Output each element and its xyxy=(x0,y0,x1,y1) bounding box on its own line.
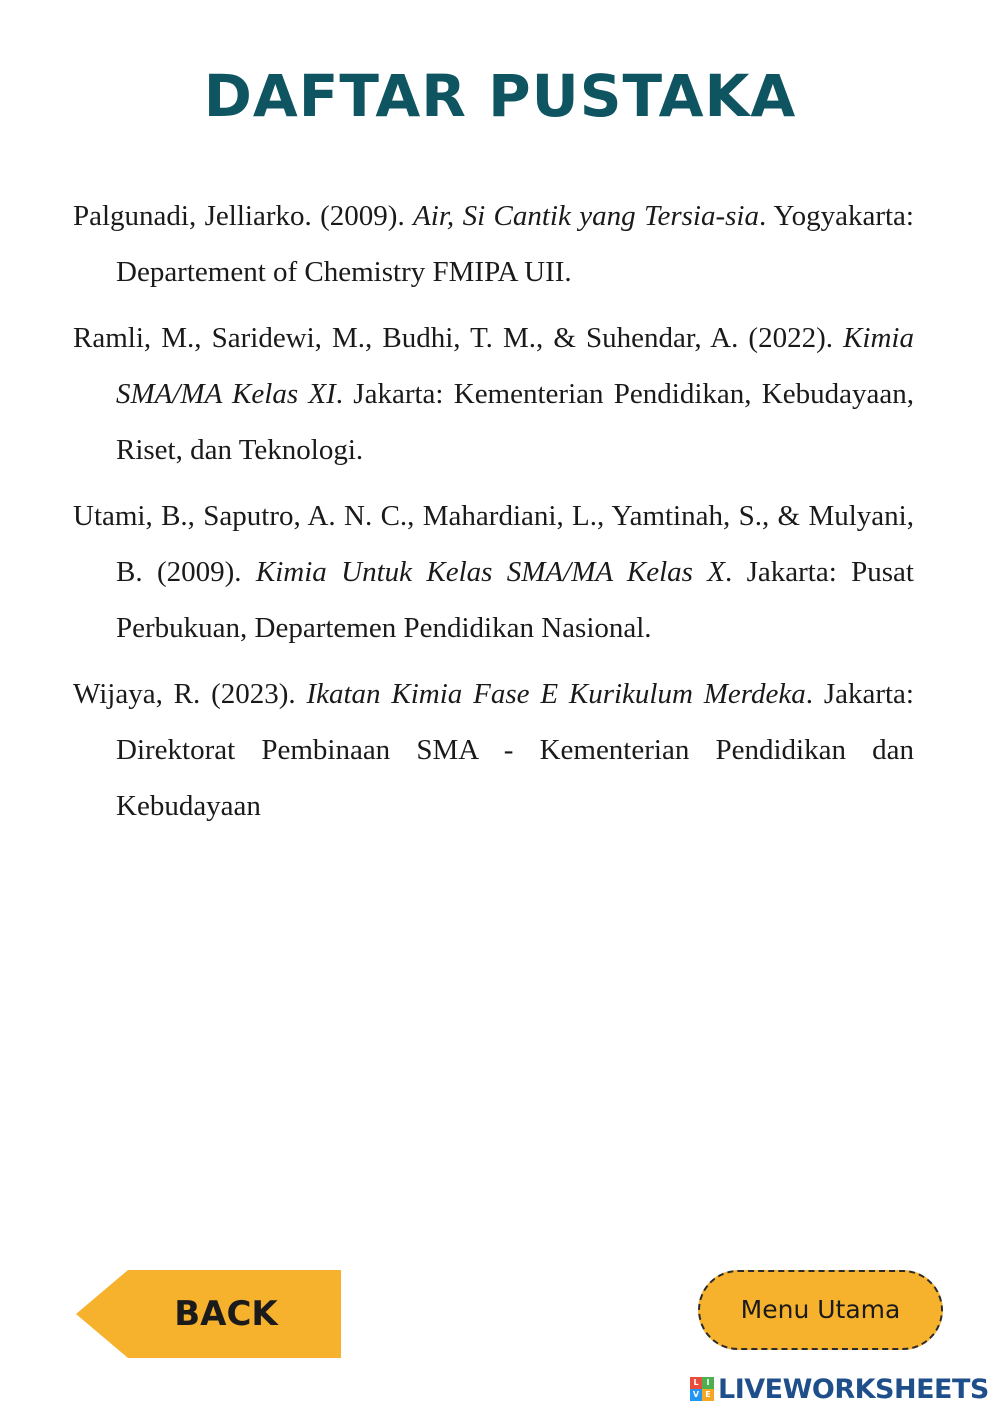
logo-letter: L xyxy=(690,1377,702,1389)
menu-button-label: Menu Utama xyxy=(740,1295,901,1324)
reference-title: Kimia Untuk Kelas SMA/MA Kelas X xyxy=(255,556,726,588)
reference-publisher: . Jakarta: Kementerian Pendidikan, Kebudayaan, Riset, dan Teknologi. xyxy=(116,378,914,466)
liveworksheets-brand xyxy=(690,1372,989,1406)
brand-name: LIVEWORKSHEETS xyxy=(718,1373,989,1405)
liveworksheets-logo-icon xyxy=(690,1377,714,1401)
reference-item xyxy=(73,488,914,656)
reference-item xyxy=(73,666,914,834)
back-button[interactable] xyxy=(76,1270,341,1358)
back-button-label: BACK xyxy=(174,1294,278,1334)
reference-publisher: . Jakarta: Pusat Perbukuan, Departemen Pendidikan Nasional. xyxy=(116,556,914,644)
reference-authors: Utami, B., Saputro, A. N. C., Mahardiani, L., Yamtinah, S., & Mulyani, B. (2009). xyxy=(73,500,914,588)
reference-item xyxy=(73,310,914,478)
reference-item xyxy=(73,188,914,300)
reference-title: Ikatan Kimia Fase E Kurikulum Merdeka xyxy=(306,678,806,710)
reference-title: Kimia SMA/MA Kelas XI xyxy=(116,322,914,410)
reference-publisher: . Yogyakarta: Departement of Chemistry FMIPA UII. xyxy=(116,200,914,288)
reference-authors: Wijaya, R. (2023). xyxy=(73,678,307,710)
reference-publisher: . Jakarta: Direktorat Pembinaan SMA - Kementerian Pendidikan dan Kebudayaan xyxy=(116,678,914,822)
reference-title: Air, Si Cantik yang Tersia-sia xyxy=(413,200,759,232)
reference-list xyxy=(73,188,914,844)
reference-authors: Ramli, M., Saridewi, M., Budhi, T. M., & Suhendar, A. (2022). xyxy=(73,322,844,354)
logo-letter: V xyxy=(690,1389,702,1401)
menu-utama-button[interactable] xyxy=(698,1270,943,1350)
reference-authors: Palgunadi, Jelliarko. (2009). xyxy=(73,200,414,232)
logo-letter: I xyxy=(702,1377,714,1389)
logo-letter: E xyxy=(702,1389,714,1401)
page-title: DAFTAR PUSTAKA xyxy=(203,62,797,130)
